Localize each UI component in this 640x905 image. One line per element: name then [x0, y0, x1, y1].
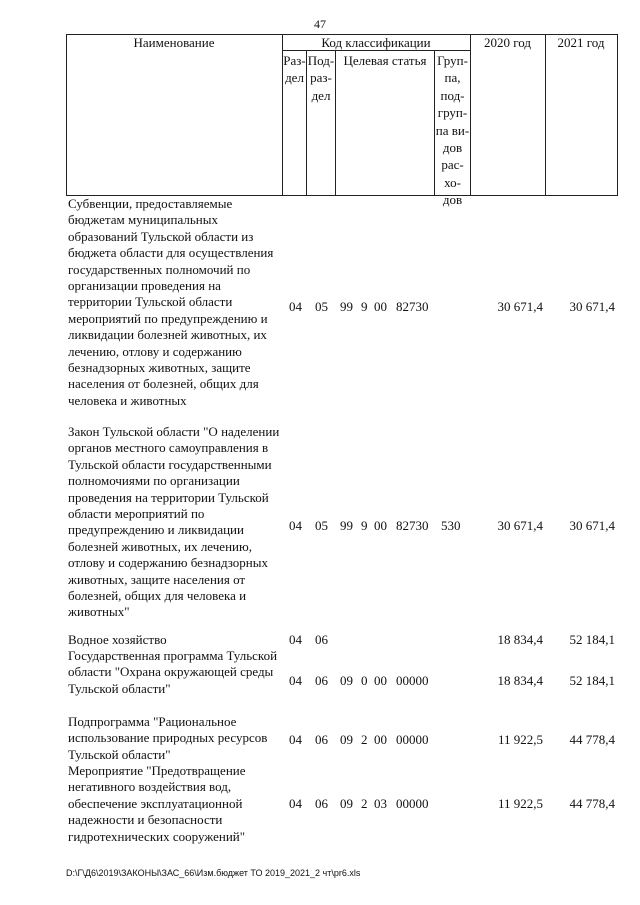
row-target-article-1: 99	[340, 518, 353, 533]
row-target-article-4: 00000	[396, 673, 429, 688]
row-value-2020: 30 671,4	[497, 518, 543, 533]
row-target-article-4: 82730	[396, 518, 429, 533]
row-target-article-3: 03	[374, 796, 387, 811]
row-value-2020: 11 922,5	[497, 796, 543, 811]
row-target-article-2: 9	[361, 299, 368, 314]
row-value-2020: 18 834,4	[497, 673, 543, 688]
file-path-footer: D:\Г\Д6\2019\ЗАКОНЫ\ЗАС_66\Изм.бюджет ТО 2019_2021_2 чт\pr6.xls	[66, 868, 361, 878]
header-section: Раз- дел	[283, 53, 306, 86]
row-section-code: 04	[289, 632, 302, 647]
table-row-name: Государственная программа Тульской области "Охрана окружающей среды Тульской области"	[68, 648, 278, 696]
table-row-name: Подпрограмма "Рациональное использование природных ресурсов Тульской области"	[68, 714, 268, 762]
row-target-article-4: 00000	[396, 732, 429, 747]
row-value-2020: 11 922,5	[497, 732, 543, 747]
code-column-divider	[470, 34, 471, 196]
row-target-article-1: 09	[340, 673, 353, 688]
row-target-article-4: 00000	[396, 796, 429, 811]
table-row-name: Водное хозяйство	[68, 632, 167, 647]
row-target-article-4: 82730	[396, 299, 429, 314]
row-target-article-3: 00	[374, 673, 387, 688]
row-section-code: 04	[289, 796, 302, 811]
header-subsection: Под- раз- дел	[307, 53, 335, 103]
table-row-name: Мероприятие "Предотвращение негативного воздействия вод, обеспечение эксплуатационной надежности и безопасности гидротехнических сооружений"	[68, 763, 246, 844]
row-section-code: 04	[289, 732, 302, 747]
row-section-code: 04	[289, 518, 302, 533]
row-value-2021: 44 778,4	[569, 732, 615, 747]
row-subsection-code: 06	[315, 796, 328, 811]
row-value-2021: 44 778,4	[569, 796, 615, 811]
row-subsection-code: 05	[315, 299, 328, 314]
row-target-article-2: 0	[361, 673, 368, 688]
header-name: Наименование	[133, 35, 215, 50]
subsection-column-divider	[335, 50, 336, 196]
row-subsection-code: 06	[315, 673, 328, 688]
row-subsection-code: 06	[315, 732, 328, 747]
row-target-article-2: 2	[361, 796, 368, 811]
table-right-border	[617, 34, 618, 196]
row-section-code: 04	[289, 299, 302, 314]
row-value-2020: 30 671,4	[497, 299, 543, 314]
row-subsection-code: 05	[315, 518, 328, 533]
row-subsection-code: 06	[315, 632, 328, 647]
row-target-article-1: 09	[340, 732, 353, 747]
row-expense-group: 530	[441, 518, 461, 533]
row-value-2021: 52 184,1	[569, 632, 615, 647]
row-target-article-3: 00	[374, 732, 387, 747]
row-section-code: 04	[289, 673, 302, 688]
row-target-article-1: 09	[340, 796, 353, 811]
year-2020-column-divider	[545, 34, 546, 196]
page-number: 47	[314, 17, 326, 31]
header-target-article: Целевая статья	[343, 53, 427, 68]
row-value-2021: 30 671,4	[569, 518, 615, 533]
header-classification-code: Код классификации	[321, 35, 431, 50]
header-year-2021: 2021 год	[557, 35, 605, 50]
row-target-article-1: 99	[340, 299, 353, 314]
row-target-article-2: 2	[361, 732, 368, 747]
row-target-article-3: 00	[374, 518, 387, 533]
table-row-name: Субвенции, предоставляемые бюджетам муниципальных образований Тульской области из бюджета области для осуществления государственных полномочий по организации проведения на территории Тульской области мероприятий по предупреждению и ликвидации болезней животных, их лечению, отлову и содержанию безнадзорных животных, защите населения от болезней, общих для человека и животных	[68, 196, 274, 408]
header-expense-group: Груп- па, под- груп- па ви- дов рас- хо- дов	[435, 53, 470, 208]
row-target-article-3: 00	[374, 299, 387, 314]
table-left-border	[66, 34, 67, 196]
table-row-name: Закон Тульской области "О наделении органов местного самоуправления в Тульской области государственными полномочиями по организации проведения на территории Тульской области мероприятий по предупреждению и ликвидации болезней животных, их лечению, отлову и содержанию безнадзорных животных, защите населения от болезней, общих для человека и животных"	[68, 424, 280, 620]
header-year-2020: 2020 год	[484, 35, 531, 50]
row-value-2021: 30 671,4	[569, 299, 615, 314]
row-target-article-2: 9	[361, 518, 368, 533]
row-value-2021: 52 184,1	[569, 673, 615, 688]
row-value-2020: 18 834,4	[497, 632, 543, 647]
